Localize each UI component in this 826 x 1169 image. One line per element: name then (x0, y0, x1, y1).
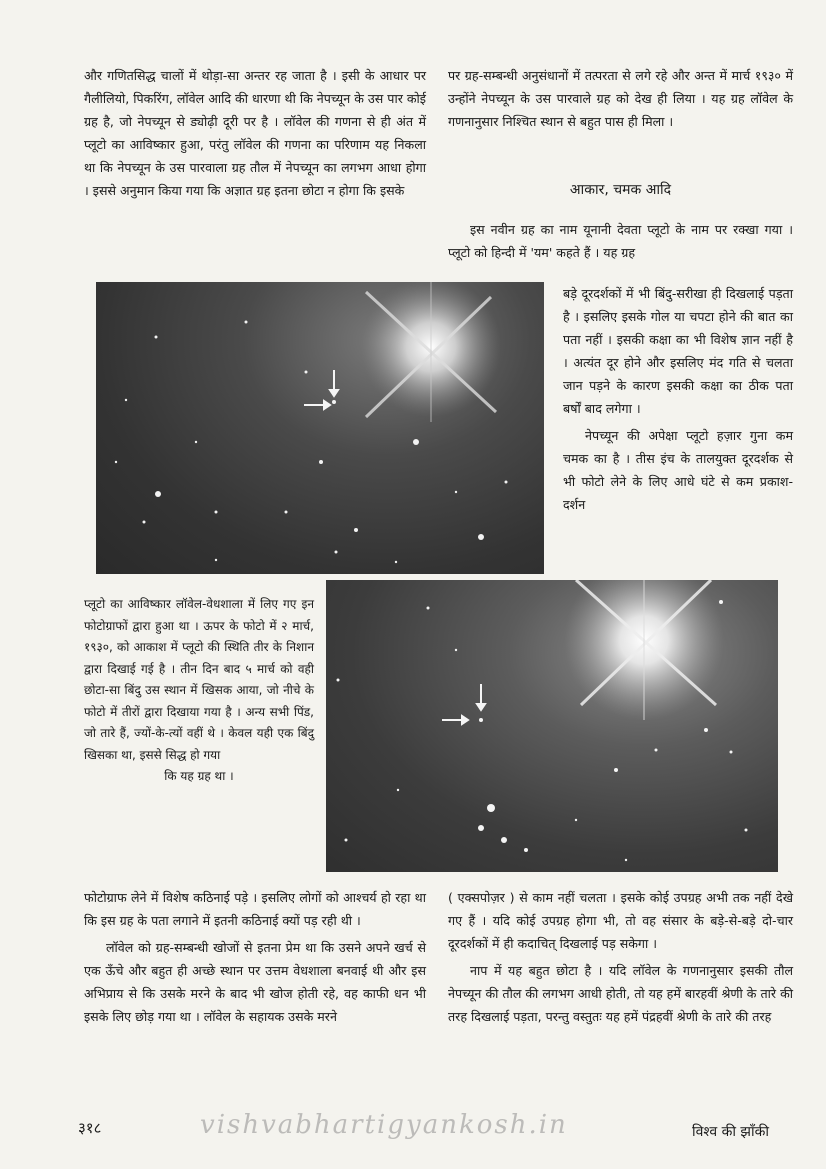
paragraph: ( एक्सपोज़र ) से काम नहीं चलता । इसके कोई उपग्रह अभी तक नहीं देखे गए हैं । यदि कोई उपग्रह होगा भी, तो वह संसार के बड़े-से-बड़े दो-चार दूरदर्शकों में ही कदाचित् दिखलाई पड़ सकेगा । (448, 890, 793, 951)
paragraph: नाप में यह बहुत छोटा है । यदि लॉवेल के गणनानुसार इसकी तौल नेपच्यून की तौल की लगभग आधी होती, तो यह हमें बारहवीं श्रेणी के तारे की तरह दिखलाई पड़ता, परन्तु वस्तुतः यह हमें पंद्रहवीं श्रेणी के तारे की तरह (448, 963, 793, 1024)
paragraph: बड़े दूरदर्शकों में भी बिंदु-सरीखा ही दिखलाई पड़ता है । इसलिए इसके गोल या चपटा होने की बात का पता नहीं । इसकी कक्षा का भी विशेष ज्ञान नहीं है । अत्यंत दूर होने और इसलिए मंद गति से चलता जान पड़ने के कारण इसकी कक्षा का ठीक पता बर्षों बाद लगेगा । (563, 286, 793, 416)
text-column-right-mid (448, 214, 793, 264)
text-column-top-right (448, 64, 793, 133)
figure-caption (84, 594, 314, 788)
caption-text: प्लूटो का आविष्कार लॉवेल-वेधशाला में लिए गए इन फोटोग्राफों द्वारा हुआ था । ऊपर के फोटो में २ मार्च, १९३०, को आकाश में प्लूटो की स्थिति तीर के निशान द्वारा दिखाई गई है । तीन दिन बाद ५ मार्च को वही छोटा-सा बिंदु उस स्थान में खिसक आया, जो नीचे के फोटो में तीरों द्वारा दिखाया गया है । अन्य सभी पिंड, जो तारे हैं, ज्यों-के-त्यों वहीं थे । केवल यही एक बिंदु खिसका था, इससे सिद्ध हो गया (84, 597, 314, 762)
watermark: vishvabhartigyankosh.in (200, 1110, 568, 1140)
paragraph: पर ग्रह-सम्बन्धी अनुसंधानों में तत्परता से लगे रहे और अन्त में मार्च १९३० में उन्होंने नेपच्यून के उस पारवाले ग्रह को देख ही लिया । यह ग्रह लॉवेल के गणनानुसार निश्चित स्थान से बहुत पास ही मिला । (448, 68, 793, 129)
paragraph: इस नवीन ग्रह का नाम यूनानी देवता प्लूटो के नाम पर रक्खा गया । प्लूटो को हिन्दी में 'यम' कहते हैं । यह ग्रह (448, 222, 793, 260)
text-column-right-narrow (563, 282, 793, 516)
paragraph: और गणितसिद्ध चालों में थोड़ा-सा अन्तर रह जाता है । इसी के आधार पर गैलीलियो, पिकरिंग, लॉवेल आदि की धारणा थी कि नेपच्यून के उस पार कोई ग्रह है, जो नेपच्यून से ड्योढ़ी दूरी पर है । लॉवेल की गणना से ही अंत में प्लूटो का आविष्कार हुआ, परंतु लॉवेल की गणना का परिणाम यह निकला था कि नेपच्यून के उस पारवाला ग्रह तौल में नेपच्यून का लगभग आधा होगा । इससे अनुमान किया गया कि अज्ञात ग्रह इतना छोटा न होगा कि इसके (84, 68, 426, 198)
text-column-bottom-left (84, 886, 426, 1028)
photo-pluto-march-5 (326, 580, 778, 872)
photo-pluto-march-2 (96, 282, 544, 574)
section-heading: आकार, चमक आदि (569, 182, 672, 198)
running-title: विश्व की झाँकी (692, 1124, 770, 1140)
paragraph: लॉवेल को ग्रह-सम्बन्धी खोजों से इतना प्रेम था कि उसने अपने खर्च से एक ऊँचे और बहुत ही अच्छे स्थान पर उत्तम वेधशाला बनवाई थी और इस अभिप्राय से कि उसके मरने के बाद भी खोज होती रहे, वह काफी धन भी इसके लिए छोड़ गया था । लॉवेल के सहायक उसके मरने (84, 940, 426, 1024)
paragraph: फोटोग्राफ लेने में विशेष कठिनाई पड़े । इसलिए लोगों को आश्चर्य हो रहा था कि इस ग्रह के पता लगाने में इतनी कठिनाई क्यों पड़ रही थी । (84, 890, 426, 928)
paragraph: नेपच्यून की अपेक्षा प्लूटो हज़ार गुना कम चमक का है । तीस इंच के तालयुक्त दूरदर्शक से भी फोटो लेने के लिए आधे घंटे से कम प्रकाश-दर्शन (563, 428, 793, 512)
text-column-top-left (84, 64, 426, 202)
page-number: ३१८ (78, 1119, 102, 1137)
caption-text-end: कि यह ग्रह था । (164, 769, 234, 783)
text-column-bottom-right (448, 886, 793, 1028)
